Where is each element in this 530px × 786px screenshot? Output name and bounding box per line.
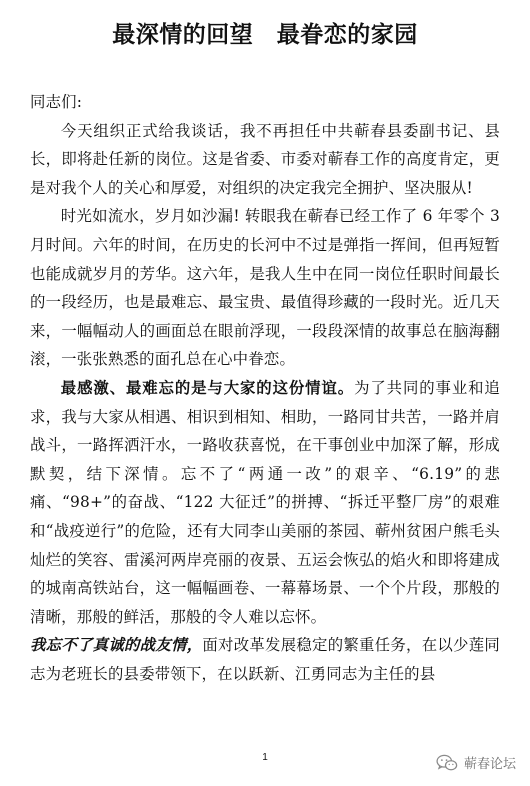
document-title: 最深情的回望 最眷恋的家园 (112, 21, 418, 48)
paragraph-4-text: 面对改革发展稳定的繁重任务，在以少莲同志为老班长的县委带领下，在以跃新、江勇同志为主任的县 (30, 636, 500, 683)
page-number: 1 (262, 752, 268, 763)
salutation: 同志们: (30, 93, 83, 111)
paragraph-1: 今天组织正式给我谈话，我不再担任中共蕲春县委副书记、县长，即将赴任新的岗位。这是省委、市委对蕲春工作的高度肯定，更是对我个人的关心和厚爱，对组织的决定我完全拥护、坚决服从! (30, 121, 500, 197)
paragraph-4 (30, 631, 500, 688)
paragraph-3-text: 为了共同的事业和追求，我与大家从相遇、相识到相知、相助，一路同甘共苦，一路并肩战斗，一路挥洒汗水，一路收获喜悦，在干事创业中加深了解，形成默契，结下深情。忘不了“两通一改”的艰辛、“6.19”的悲痛、“98+”的奋战、“122 大征迁”的拼搏、“拆迁平整厂房”的艰难和“战疫逆行”的危险，还有大同李山美丽的茶园、蕲州贫困户熊毛头灿烂的笑容、雷溪河两岸亮丽的夜景、五运会恢弘的焰火和即将建成的城南高铁站台，这一幅幅画卷、一幕幕场景、一个个片段，那般的清晰，那般的鲜活，那般的令人难以忘怀。 (30, 378, 500, 626)
document-body (30, 88, 500, 688)
paragraph-4-lead: 我忘不了真诚的战友情， (30, 636, 203, 655)
paragraph-3-lead: 最感激、最难忘的是与大家的这份情谊。 (60, 378, 355, 397)
watermark (436, 753, 516, 772)
paragraph-3 (30, 374, 500, 631)
wechat-icon (436, 754, 458, 772)
watermark-label: 蕲春论坛 (463, 757, 516, 772)
paragraph-2: 时光如流水，岁月如沙漏! 转眼我在蕲春已经工作了 6 年零个 3 月时间。六年的时间，在历史的长河中不过是弹指一挥间，但再短暂也能成就岁月的芳华。这六年，是我人生中在同一岗位任职时间最长的一段经历，也是最难忘、最宝贵、最值得珍藏的一段时光。近几天来，一幅幅动人的画面总在眼前浮现，一段段深情的故事总在脑海翻滚，一张张熟悉的面孔总在心中眷恋。 (30, 207, 500, 369)
